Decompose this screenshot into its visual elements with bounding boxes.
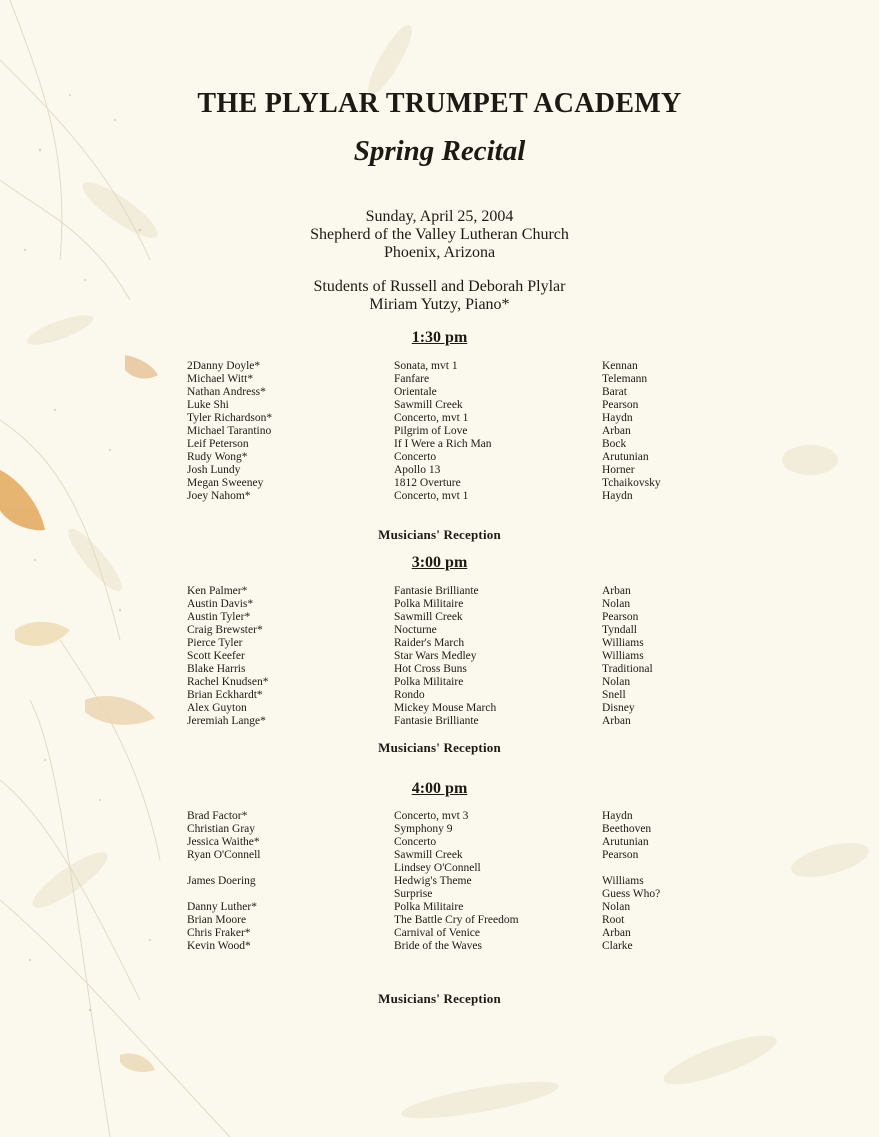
piece-title: Concerto	[394, 451, 437, 463]
composer-name: Arban	[602, 425, 631, 437]
composer-name: Beethoven	[602, 823, 652, 835]
performer-name: Pierce Tyler	[187, 637, 243, 649]
composer-column	[602, 810, 660, 953]
blank-row	[187, 862, 260, 875]
composer-name: Pearson	[602, 849, 639, 861]
credits	[0, 278, 879, 314]
performer-column	[187, 810, 260, 953]
performer-name: Blake Harris	[187, 663, 246, 675]
piece-title: Hot Cross Buns	[394, 663, 467, 675]
performer-name: James Doering	[187, 875, 256, 887]
recital-subtitle: Spring Recital	[353, 135, 526, 167]
composer-name: Guess Who?	[602, 888, 661, 900]
performer-name: Brian Eckhardt*	[187, 689, 263, 701]
composer-name: Snell	[602, 689, 626, 701]
composer-name: Pearson	[602, 611, 639, 623]
piece-title: Raider's March	[394, 637, 465, 649]
event-location: Phoenix, Arizona	[383, 244, 496, 261]
piece-column	[394, 810, 519, 953]
composer-column	[602, 585, 653, 728]
composer-name: Horner	[602, 464, 635, 476]
performer-name: Ken Palmer*	[187, 585, 248, 597]
piece-title: Rondo	[394, 689, 425, 701]
composer-name: Nolan	[602, 598, 631, 610]
composer-name: Arutunian	[602, 836, 649, 848]
piece-title: Sawmill Creek	[394, 399, 463, 411]
performer-name: Austin Tyler*	[187, 611, 251, 623]
piece-title: Polka Militaire	[394, 676, 464, 688]
composer-name: Arban	[602, 585, 631, 597]
performer-name: Michael Tarantino	[187, 425, 272, 437]
piece-title: Bride of the Waves	[394, 940, 482, 952]
composer-name: Traditional	[602, 663, 653, 675]
blank-row	[187, 888, 260, 901]
performer-name: Tyler Richardson*	[187, 412, 273, 424]
piece-title: Pilgrim of Love	[394, 425, 468, 437]
piece-title: Hedwig's Theme	[394, 875, 472, 887]
performer-name: Rudy Wong*	[187, 451, 248, 463]
piece-title: Mickey Mouse March	[394, 702, 497, 714]
composer-name: Nolan	[602, 901, 631, 913]
performer-name: Ryan O'Connell	[187, 849, 261, 861]
composer-name: Pearson	[602, 399, 639, 411]
piece-title: Polka Militaire	[394, 901, 464, 913]
composer-name: Arban	[602, 715, 631, 727]
performer-name: Jessica Waithe*	[187, 836, 260, 848]
teachers-credit: Students of Russell and Deborah Plylar	[313, 278, 566, 295]
piece-title: The Battle Cry of Freedom	[394, 914, 519, 926]
composer-name: Kennan	[602, 360, 638, 372]
performer-name: Josh Lundy	[187, 464, 241, 476]
performer-name: Rachel Knudsen*	[187, 676, 269, 688]
performer-name: Brad Factor*	[187, 810, 248, 822]
composer-name: Williams	[602, 637, 644, 649]
composer-name: Williams	[602, 875, 644, 887]
performer-name: Joey Nahom*	[187, 490, 251, 502]
piece-title: Apollo 13	[394, 464, 441, 476]
composer-name: Haydn	[602, 412, 633, 424]
performer-name: Scott Keefer	[187, 650, 245, 662]
session-time-heading: 1:30 pm	[411, 329, 468, 346]
piece-column	[394, 585, 496, 728]
piece-title: Concerto, mvt 1	[394, 490, 469, 502]
piece-title: 1812 Overture	[394, 477, 461, 489]
performer-name: Craig Brewster*	[187, 624, 263, 636]
performer-name: Jeremiah Lange*	[187, 715, 266, 727]
performer-name: Chris Fraker*	[187, 927, 251, 939]
piece-column	[394, 360, 492, 503]
performer-name: Michael Witt*	[187, 373, 254, 385]
performer-name: Austin Davis*	[187, 598, 254, 610]
performer-name: Danny Luther*	[187, 901, 257, 913]
session-time-heading: 3:00 pm	[411, 554, 468, 571]
piece-title: Sawmill Creek	[394, 611, 463, 623]
piece-title: Concerto	[394, 836, 437, 848]
piece-title: Fantasie Brilliante	[394, 715, 479, 727]
academy-title: THE PLYLAR TRUMPET ACADEMY	[197, 88, 682, 119]
piece-title: Sonata, mvt 1	[394, 360, 458, 372]
event-details	[0, 208, 879, 262]
composer-column	[602, 360, 661, 503]
piece-title: Polka Militaire	[394, 598, 464, 610]
performer-name: Christian Gray	[187, 823, 256, 835]
performer-column	[187, 360, 272, 503]
performer-column	[187, 585, 268, 728]
performer-name: Luke Shi	[187, 399, 229, 411]
composer-name: Bock	[602, 438, 627, 450]
reception-note: Musicians' Reception	[378, 991, 501, 1006]
piece-title: Carnival of Venice	[394, 927, 481, 939]
piece-title: Orientale	[394, 386, 437, 398]
performer-name: 2Danny Doyle*	[187, 360, 261, 372]
performer-name: Kevin Wood*	[187, 940, 251, 952]
piece-title: Sawmill Creek	[394, 849, 463, 861]
composer-name: Arutunian	[602, 451, 649, 463]
piece-title: Concerto, mvt 1	[394, 412, 469, 424]
performer-name: Alex Guyton	[187, 702, 247, 714]
composer-name: Tyndall	[602, 624, 637, 636]
composer-name: Arban	[602, 927, 631, 939]
performer-name: Megan Sweeney	[187, 477, 264, 489]
composer-name: Tchaikovsky	[602, 477, 661, 489]
performer-name: Nathan Andress*	[187, 386, 266, 398]
composer-name: Williams	[602, 650, 644, 662]
composer-name: Disney	[602, 702, 635, 714]
reception-note: Musicians' Reception	[378, 527, 501, 542]
composer-name: Clarke	[602, 940, 633, 952]
session-time-heading: 4:00 pm	[411, 780, 468, 797]
piece-title: Concerto, mvt 3	[394, 810, 469, 822]
composer-name: Root	[602, 914, 625, 926]
piece-title: Fantasie Brilliante	[394, 585, 479, 597]
piece-title: If I Were a Rich Man	[394, 438, 492, 450]
piece-title: Symphony 9	[394, 823, 453, 835]
piece-title: Nocturne	[394, 624, 437, 636]
composer-name: Haydn	[602, 810, 633, 822]
composer-name: Barat	[602, 386, 627, 398]
performer-name: Leif Peterson	[187, 438, 249, 450]
event-date: Sunday, April 25, 2004	[365, 208, 514, 225]
composer-name: Telemann	[602, 373, 648, 385]
blank-row	[602, 862, 660, 875]
piece-title: Surprise	[394, 888, 433, 900]
performer-name: Brian Moore	[187, 914, 247, 926]
reception-note: Musicians' Reception	[378, 740, 501, 755]
event-venue: Shepherd of the Valley Lutheran Church	[310, 226, 569, 243]
composer-name: Nolan	[602, 676, 631, 688]
accompanist-credit: Miriam Yutzy, Piano*	[369, 296, 510, 313]
piece-title: Lindsey O'Connell	[394, 862, 481, 874]
piece-title: Star Wars Medley	[394, 650, 477, 662]
piece-title: Fanfare	[394, 373, 430, 385]
composer-name: Haydn	[602, 490, 633, 502]
